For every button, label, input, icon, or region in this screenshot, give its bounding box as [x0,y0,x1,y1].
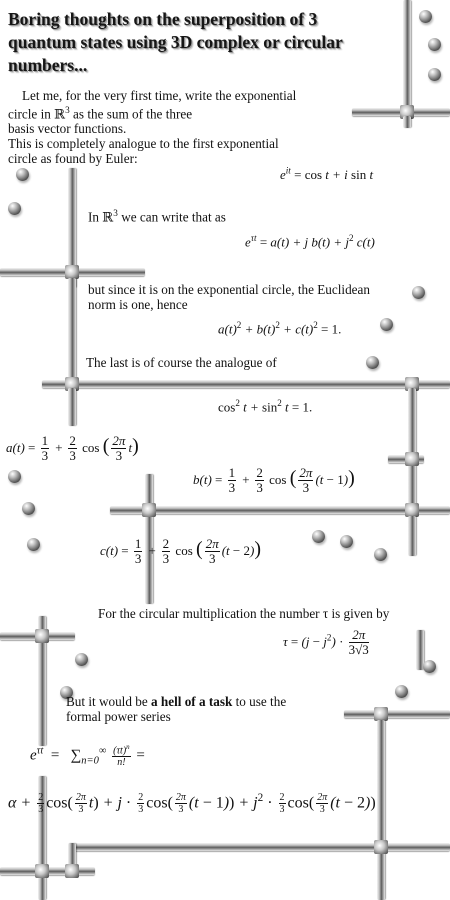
pipe-joint [374,840,388,854]
pipe-segment [42,380,450,388]
pipe-joint [374,707,388,721]
c-formula: c(t) = $\frac{1}{3}$ + $\frac{2}{3}$ cos ( $\frac{2\pi}{3}$ (t − 2)) [100,536,262,567]
r3-text-pre: In [88,209,103,225]
series-text-pre: But it would be [66,694,151,709]
metal-ball [340,535,353,548]
r3-text-post: we can write that as [117,209,226,225]
r3-symbol: ℝ [54,106,66,122]
pipe-joint [35,864,49,878]
tau-formula: $\tau = (j - j^2)$ · $\frac{2\pi}{3√3}$ [283,627,369,658]
pipe-segment [344,710,450,718]
pipe-segment [68,278,76,378]
tau-text: For the circular multiplication the number τ is given by [98,606,390,621]
pipe-segment [68,388,76,426]
metal-ball [312,530,325,543]
pipe-segment [403,0,411,110]
pipe-segment [377,720,385,900]
norm-line-2: norm is one, hence [88,297,188,312]
norm-line-1: but since it is on the exponential circle, the Euclidean [88,282,370,297]
pipe-joint [65,864,79,878]
series-text-post: to use the [232,694,287,709]
intro-line-1: Let me, for the very first time, write the exponential [22,88,297,103]
page-title: Boring thoughts on the superposition of 3 quantum states using 3D complex or circular numbers... [8,9,343,75]
metal-ball [8,470,21,483]
pipe-segment [408,388,416,508]
metal-ball [395,685,408,698]
pipe-segment [408,516,416,556]
pipe-segment [110,506,450,514]
r3-exponent: 3 [65,105,70,115]
trig-identity: $\cos^2 t + \sin^2 t = 1$. [218,398,313,415]
b-formula: b(t) = $\frac{1}{3}$ + $\frac{2}{3}$ cos ( $\frac{2\pi}{3}$ (t − 1)) [193,465,355,496]
pipe-joint [142,503,156,517]
metal-ball [366,356,379,369]
series-line-2: formal power series [66,709,171,724]
series-text-bold: a hell of a task [151,694,233,709]
intro-line-2-text: circle in [8,106,55,122]
series-formula: $e^{\tau t}$ = $\sum_{n=0}^\infty$ $\frac{(\tau t)^n}{n!}$ = [30,743,145,769]
intro-line-3: basis vector functions. [8,121,127,137]
metal-ball [27,538,40,551]
r3-symbol: ℝ [102,209,114,225]
euler-formula [280,166,373,183]
norm-formula: $a(t)^2 + b(t)^2 + c(t)^2 = 1$. [218,320,342,337]
intro-paragraph [8,88,353,166]
pipe-joint [35,629,49,643]
metal-ball [419,10,432,23]
metal-ball [428,68,441,81]
r3-exponent: 3 [113,208,118,218]
analogue-text: The last is of course the analogue of [86,355,277,370]
euler-formula-display: $e^{it} = \cos t + i$ sin t [280,166,374,183]
metal-ball [22,502,35,515]
metal-ball [428,38,441,51]
exp-formula: $e^{\tau t} = a(t) + j$ $b(t) + j^2$ c(t) [245,233,375,250]
r3-paragraph [88,206,226,224]
metal-ball [423,660,436,673]
pipe-joint [405,452,419,466]
pipe-segment [70,843,450,851]
pipe-segment [403,116,411,128]
intro-line-5: circle as found by Euler: [8,151,138,167]
pipe-joint [65,265,79,279]
series-line-1 [66,694,286,709]
metal-ball [8,202,21,215]
final-formula: α + $\frac{2}{3}$ cos( $\frac{2\pi}{3}$ t) + j · $\frac{2}{3}$ cos( $\frac{2\pi}{3}$ $(t - 1)) + j^2$ · $\frac{2}{3}$ cos( $\frac{2\pi}{3}$ (t − 2)) [8,792,376,816]
metal-ball [374,548,387,561]
intro-line-4: This is completely analogue to the first exponential [8,136,279,152]
a-formula: a(t) = $\frac{1}{3}$ + $\frac{2}{3}$ cos ( $\frac{2\pi}{3}$ t) [6,433,139,464]
metal-ball [75,653,88,666]
series-paragraph [66,694,286,724]
intro-line-2-tail: as the sum of the three [69,106,193,122]
pipe-joint [405,503,419,517]
intro-line-2 [8,103,353,121]
metal-ball [380,318,393,331]
metal-ball [16,168,29,181]
norm-paragraph [88,282,423,312]
